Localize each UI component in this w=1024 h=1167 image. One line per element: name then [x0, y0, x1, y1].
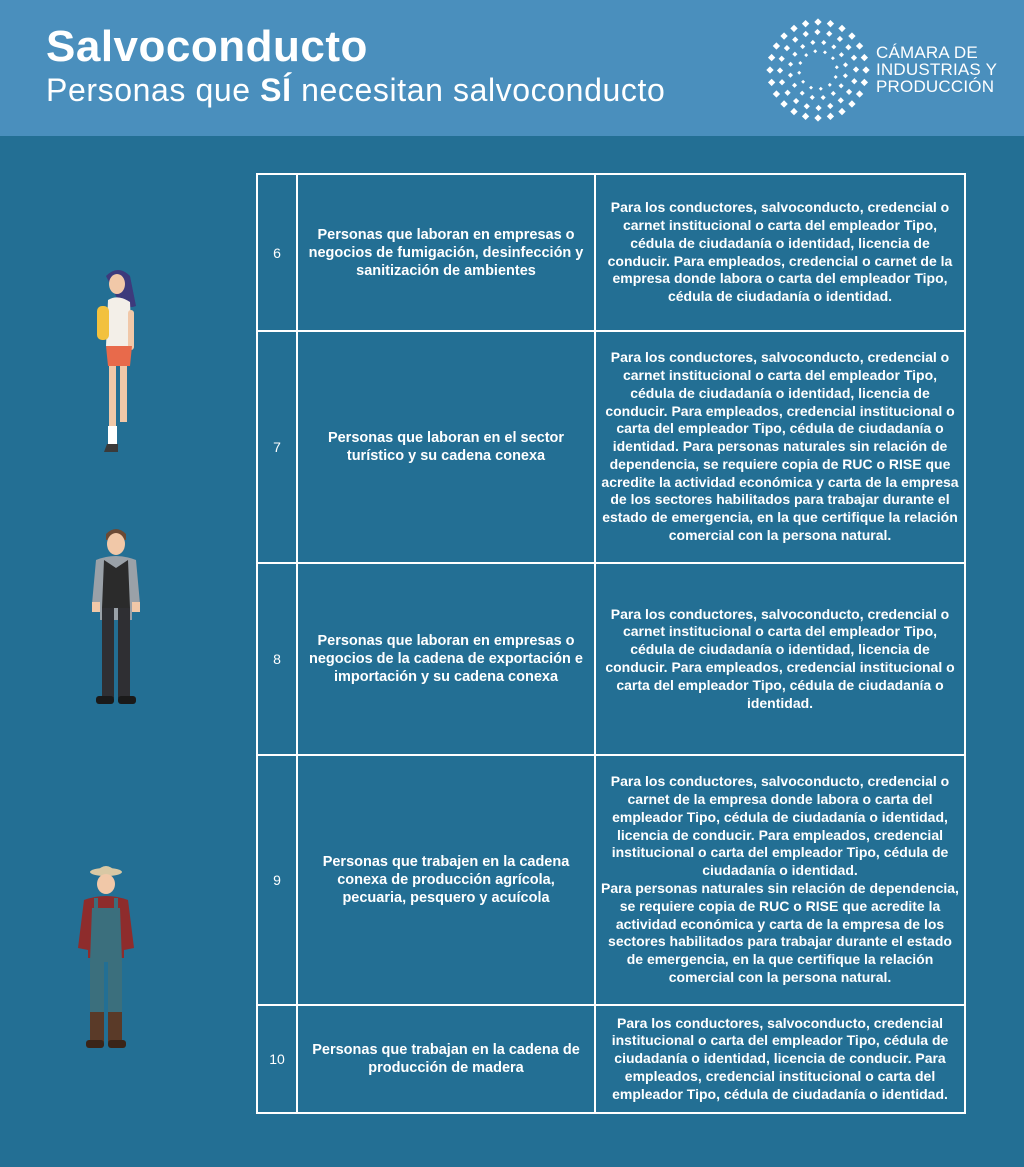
row-number: 9	[258, 756, 298, 1004]
table-row	[258, 175, 964, 332]
man-vest-illustration	[86, 524, 146, 706]
row-requirements: Para los conductores, salvoconducto, credencial o carnet institucional o carta del empleador Tipo, cédula de ciudadanía o identidad, licencia de conducir. Para empleados, credencial institucional o carta del empleador Tipo, cédula de ciudadanía o identidad. Para personas naturales sin relación de dependencia, se requiere copia de RUC o RISE que acredite la actividad económica y carta de la empresa de los sectores habilitados para trabajar durante el estado de emergencia, en la que certifique la relación comercial con la persona natural.	[601, 349, 959, 544]
row-requirements: Para los conductores, salvoconducto, credencial o carnet de la empresa donde labora o carta del empleador Tipo, cédula de ciudadanía o identidad, licencia de conducir. Para empleados, credencial institucional o carta del empleador Tipo, cédula de ciudadanía o identidad. Para personas naturales sin relación de dependencia, se requiere copia de RUC o RISE que acredite la actividad económica y carta de la empresa de los sectores habilitados para trabajar durante el estado de emergencia, en la que certifique la relación comercial con la persona natural.	[601, 773, 959, 985]
table-row	[258, 564, 964, 756]
requirements-table	[256, 173, 966, 1114]
logo-line-2: INDUSTRIAS Y	[876, 60, 998, 79]
subtitle-post: necesitan salvoconducto	[291, 72, 666, 108]
row-description: Personas que trabajan en la cadena de producción de madera	[298, 1006, 596, 1112]
table-row	[258, 756, 964, 1006]
row-number: 6	[258, 175, 298, 330]
row-requirements: Para los conductores, salvoconducto, credencial o carnet institucional o carta del empleador Tipo, cédula de ciudadanía o identidad, licencia de conducir. Para empleados, credencial institucional o carta del empleador Tipo, cédula de ciudadanía o identidad.	[605, 605, 955, 711]
subtitle-emphasis: SÍ	[260, 72, 292, 108]
subtitle-pre: Personas que	[46, 72, 261, 108]
row-number: 7	[258, 332, 298, 562]
header-banner	[0, 0, 1024, 136]
row-description: Personas que trabajen en la cadena conexa de producción agrícola, pecuaria, pesquero y acuícola	[298, 756, 596, 1004]
row-description: Personas que laboran en el sector turístico y su cadena conexa	[298, 332, 596, 562]
farmer-illustration	[74, 862, 138, 1048]
page-title: Salvoconducto	[46, 22, 368, 71]
row-number: 8	[258, 564, 298, 754]
logo-line-1: CÁMARA DE	[876, 43, 978, 62]
page-subtitle	[46, 72, 665, 109]
row-number: 10	[258, 1006, 298, 1112]
logo-line-3: PRODUCCIÓN	[876, 77, 995, 96]
chamber-logo-icon	[766, 18, 870, 122]
table-row	[258, 1006, 964, 1112]
table-row	[258, 332, 964, 564]
woman-backpack-illustration	[92, 266, 142, 452]
row-requirements: Para los conductores, salvoconducto, credencial o carnet institucional o carta del empleador Tipo, cédula de ciudadanía o identidad, licencia de conducir. Para empleados, credencial o carnet de la empresa donde labora o carta del empleador Tipo, cédula de ciudadanía o identidad.	[607, 199, 953, 305]
row-description: Personas que laboran en empresas o negocios de la cadena de exportación e importación y su cadena conexa	[298, 564, 596, 754]
row-requirements: Para los conductores, salvoconducto, credencial institucional o carta del empleador Tipo, cédula de ciudadanía o identidad, licencia de conducir. Para empleados, credencial institucional o carta del empleador Tipo, cédula de ciudadanía o identidad.	[611, 1014, 949, 1102]
chamber-logo-text	[876, 44, 997, 95]
row-description: Personas que laboran en empresas o negocios de fumigación, desinfección y sanitización de ambientes	[298, 175, 596, 330]
